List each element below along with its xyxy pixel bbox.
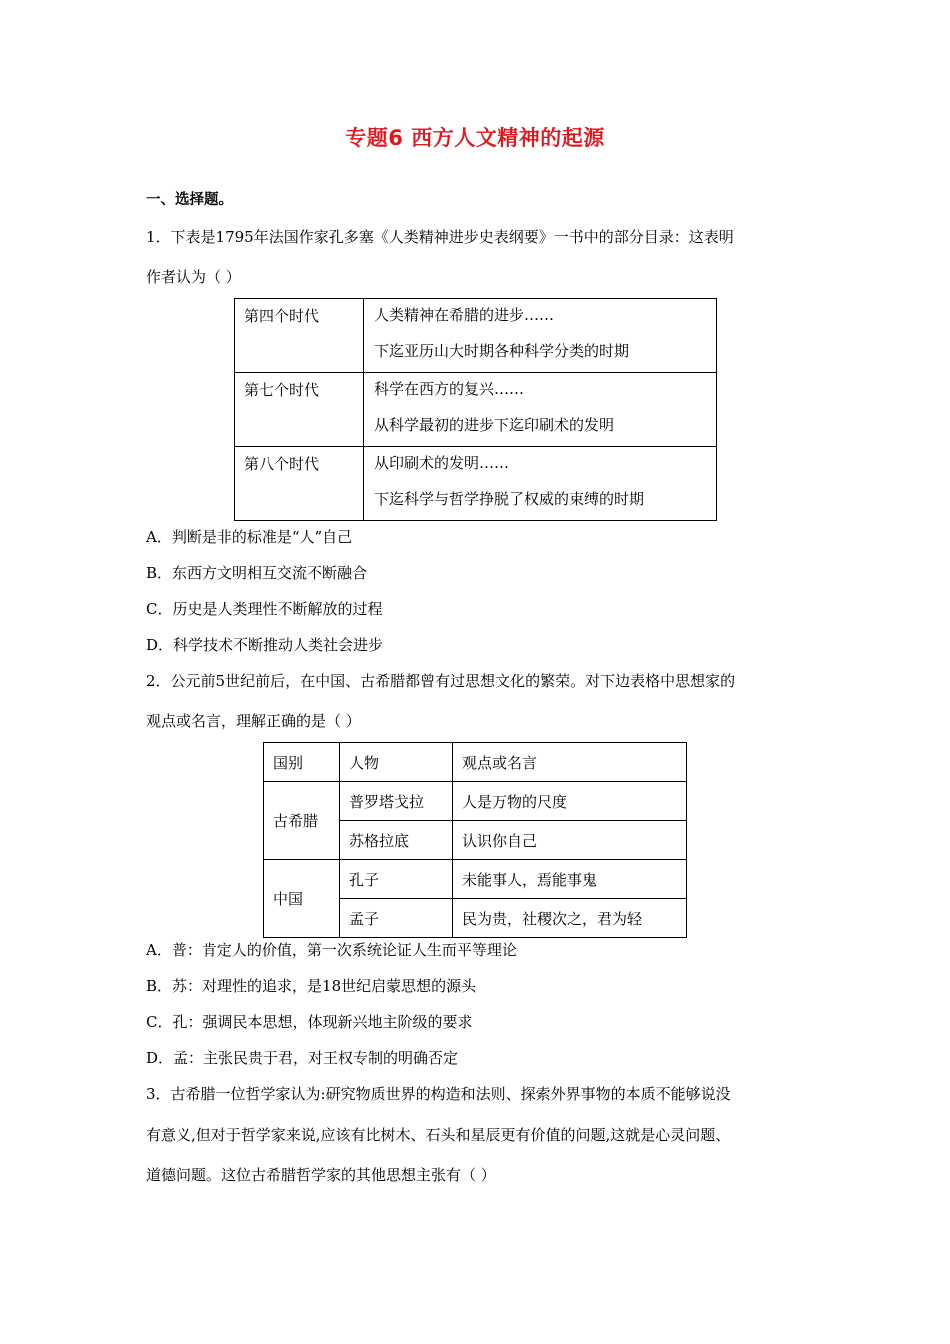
q2-stem-line2: 观点或名言，理解正确的是（ ） <box>146 712 361 730</box>
q1-desc-line: 下迄科学与哲学挣脱了权威的束缚的时期 <box>374 490 645 508</box>
q2-option-a: A．普：肯定人的价值，第一次系统论证人生而平等理论 <box>146 941 517 959</box>
q2-quote-cell: 认识你自己 <box>453 821 687 860</box>
q3-stem-line1: 3．古希腊一位哲学家认为:研究物质世界的构造和法则、探索外界事物的本质不能够说没 <box>146 1085 731 1103</box>
q1-desc-line: 从科学最初的进步下迄印刷术的发明 <box>374 416 615 434</box>
q1-option-b: B．东西方文明相互交流不断融合 <box>146 564 368 582</box>
q2-header-cell: 观点或名言 <box>453 743 687 782</box>
q1-desc-cell <box>364 373 717 447</box>
q1-desc-line: 从印刷术的发明…… <box>374 454 510 472</box>
q2-header-cell: 国别 <box>264 743 340 782</box>
q1-stem-line1: 1．下表是1795年法国作家孔多塞《人类精神进步史表纲要》一书中的部分目录：这表明 <box>146 228 734 246</box>
q1-desc-cell <box>364 299 717 373</box>
q1-desc-cell <box>364 447 717 521</box>
q2-person-cell: 孔子 <box>340 860 453 899</box>
q1-option-c: C．历史是人类理性不断解放的过程 <box>146 600 383 618</box>
q1-era-cell: 第七个时代 <box>235 373 364 447</box>
section-heading: 一、选择题。 <box>146 192 233 208</box>
q2-person-cell: 普罗塔戈拉 <box>340 782 453 821</box>
q2-table-row <box>264 782 687 821</box>
q2-person-cell: 孟子 <box>340 899 453 938</box>
q3-stem-line2: 有意义,但对于哲学家来说,应该有比树木、石头和星辰更有价值的问题,这就是心灵问题、 <box>146 1126 731 1144</box>
q2-option-d: D．孟：主张民贵于君，对王权专制的明确否定 <box>146 1049 459 1067</box>
page-title: 专题6 西方人文精神的起源 <box>345 126 605 150</box>
q2-table-header-row <box>264 743 687 782</box>
q1-table <box>234 298 717 521</box>
q1-desc-line: 人类精神在希腊的进步…… <box>374 306 555 324</box>
q1-desc-line: 科学在西方的复兴…… <box>374 380 525 398</box>
q2-country-cell: 中国 <box>264 860 340 938</box>
q2-table-row <box>264 860 687 899</box>
q2-country-cell: 古希腊 <box>264 782 340 860</box>
q2-stem-line1: 2．公元前5世纪前后，在中国、古希腊都曾有过思想文化的繁荣。对下边表格中思想家的 <box>146 672 736 690</box>
q2-person-cell: 苏格拉底 <box>340 821 453 860</box>
q2-table <box>263 742 687 938</box>
q2-option-c: C．孔：强调民本思想，体现新兴地主阶级的要求 <box>146 1013 473 1031</box>
q1-option-a: A．判断是非的标准是“人”自己 <box>146 528 353 546</box>
q1-stem-line2: 作者认为（ ） <box>146 268 241 286</box>
q1-option-d: D．科学技术不断推动人类社会进步 <box>146 636 384 654</box>
q2-header-cell: 人物 <box>340 743 453 782</box>
q2-quote-cell: 民为贵，社稷次之，君为轻 <box>453 899 687 938</box>
q1-era-cell: 第八个时代 <box>235 447 364 521</box>
q2-option-b: B．苏：对理性的追求，是18世纪启蒙思想的源头 <box>146 977 477 995</box>
q1-desc-line: 下迄亚历山大时期各种科学分类的时期 <box>374 342 630 360</box>
q2-quote-cell: 未能事人，焉能事鬼 <box>453 860 687 899</box>
q3-stem-line3: 道德问题。这位古希腊哲学家的其他思想主张有（ ） <box>146 1166 496 1184</box>
q1-era-cell: 第四个时代 <box>235 299 364 373</box>
q2-quote-cell: 人是万物的尺度 <box>453 782 687 821</box>
